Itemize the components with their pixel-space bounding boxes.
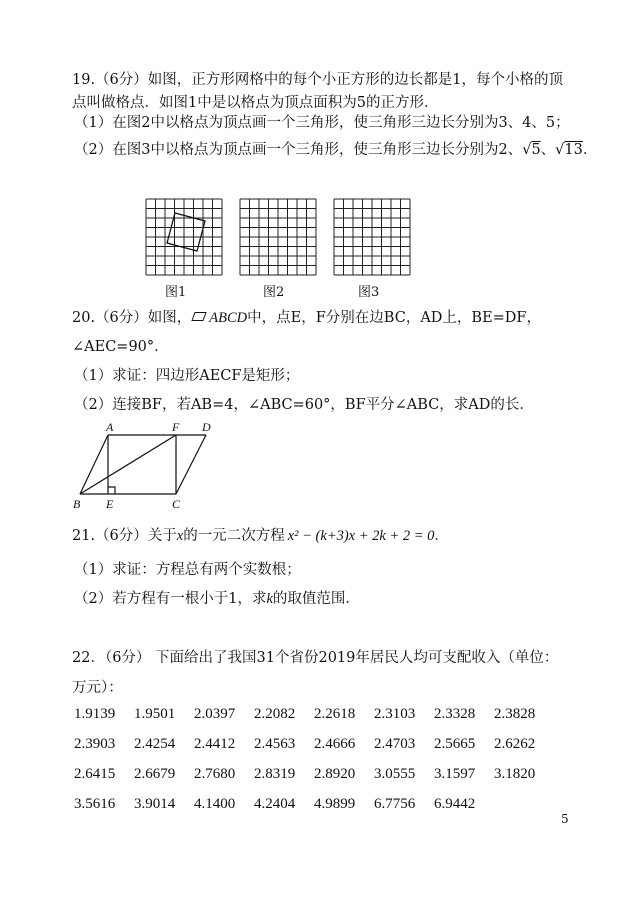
data-value: 2.6415 (74, 766, 116, 782)
q19-line2: 点叫做格点．如图1中是以格点为顶点面积为5的正方形． (72, 95, 439, 111)
parallelogram-symbol (192, 312, 207, 321)
data-value: 2.4666 (314, 736, 356, 752)
figure2-label: 图2 (263, 285, 285, 300)
q21-text-a: 21.（6分）关于 (72, 528, 177, 544)
point-d-label: D (202, 420, 211, 434)
q20-line1 (72, 308, 541, 328)
data-value: 6.7756 (374, 796, 416, 812)
q19-part2 (74, 140, 597, 160)
q19-part1: （1）在图2中以格点为顶点画一个三角形，使三角形三边长分别为3、4、5； (74, 115, 570, 131)
data-value: 2.2082 (254, 706, 296, 722)
data-value: 2.8920 (314, 766, 356, 782)
data-value: 2.0397 (194, 706, 236, 722)
q19-part2-sep: 、 (540, 142, 556, 158)
data-value: 4.1400 (194, 796, 236, 812)
q19-part2-end: ． (582, 142, 598, 158)
data-value: 3.1597 (434, 766, 476, 782)
data-value: 2.7680 (194, 766, 236, 782)
data-value: 6.9442 (434, 796, 476, 812)
data-value: 2.2618 (314, 706, 356, 722)
data-value: 2.3103 (374, 706, 416, 722)
q20-part2: （2）连接BF，若AB=4，∠ABC=60°，BF平分∠ABC，求AD的长． (74, 397, 534, 413)
data-value: 3.0555 (374, 766, 416, 782)
q19-line1: 19.（6分）如图，正方形网格中的每个小正方形的边长都是1，每个小格的顶 (72, 72, 564, 88)
data-value: 2.5665 (434, 736, 476, 752)
q21-part2 (74, 589, 360, 609)
point-b-label: B (73, 497, 81, 511)
q21-equation: x² − (k+3)x + 2k + 2 = 0 (287, 528, 435, 544)
q19-sqrt13: √13 (555, 142, 583, 158)
point-e-label: E (106, 497, 114, 511)
q21-part2-text-a: （2）若方程有一根小于1，求 (74, 591, 267, 607)
figure1-label: 图1 (165, 285, 187, 300)
data-value: 1.9139 (74, 706, 116, 722)
q20-part1: （1）求证：四边形AECF是矩形； (74, 368, 300, 384)
data-value: 3.9014 (134, 796, 176, 812)
q21-part2-text-b: 的取值范围． (272, 591, 360, 607)
q19-sqrt5: √5 (522, 142, 541, 158)
q20-text-a: 20.（6分）如图， (72, 310, 192, 326)
q20-abcd: ABCD (209, 310, 248, 326)
data-value: 2.3328 (434, 706, 476, 722)
data-row-4 (74, 796, 494, 813)
data-value: 2.6679 (134, 766, 176, 782)
data-value: 2.4563 (254, 736, 296, 752)
q22-line2: 万元）： (72, 680, 123, 696)
q20-text-b: 中，点E，F分别在边BC，AD上，BE=DF， (247, 310, 541, 326)
data-value: 2.3828 (494, 706, 536, 722)
data-value: 2.4254 (134, 736, 176, 752)
figure1-square (167, 213, 205, 251)
figure3-grid (333, 198, 415, 278)
data-value: 2.6262 (494, 736, 536, 752)
data-value: 1.9501 (134, 706, 176, 722)
data-value: 3.1820 (494, 766, 536, 782)
q21-part1: （1）求证：方程总有两个实数根； (74, 562, 301, 578)
q21-line1 (72, 526, 449, 546)
q21-var-k: k (266, 591, 273, 607)
data-row-3 (74, 766, 554, 783)
point-a-label: A (106, 420, 114, 434)
data-value: 3.5616 (74, 796, 116, 812)
q19-part2-text: （2）在图3中以格点为顶点画一个三角形，使三角形三边长分别为2、 (74, 142, 523, 158)
data-row-2 (74, 736, 554, 753)
point-c-label: C (172, 497, 181, 511)
data-value: 4.9899 (314, 796, 356, 812)
data-value: 2.4703 (374, 736, 416, 752)
data-row-1 (74, 706, 554, 723)
data-value: 2.3903 (74, 736, 116, 752)
q20-line2: ∠AEC=90°． (72, 339, 169, 355)
parallelogram-figure (68, 420, 228, 514)
figure2-grid (239, 198, 321, 278)
q22-line1: 22．（6分） 下面给出了我国31个省份2019年居民人均可支配收入（单位： (72, 650, 559, 666)
point-f-label: F (172, 420, 180, 434)
page-number: 5 (561, 812, 569, 826)
data-value: 2.4412 (194, 736, 236, 752)
q21-text-b: 的一元二次方程 (183, 528, 285, 544)
data-value: 2.8319 (254, 766, 296, 782)
q21-text-end: ． (434, 528, 449, 544)
q21-var-x: x (176, 528, 184, 544)
figure3-label: 图3 (358, 285, 380, 300)
data-value: 4.2404 (254, 796, 296, 812)
